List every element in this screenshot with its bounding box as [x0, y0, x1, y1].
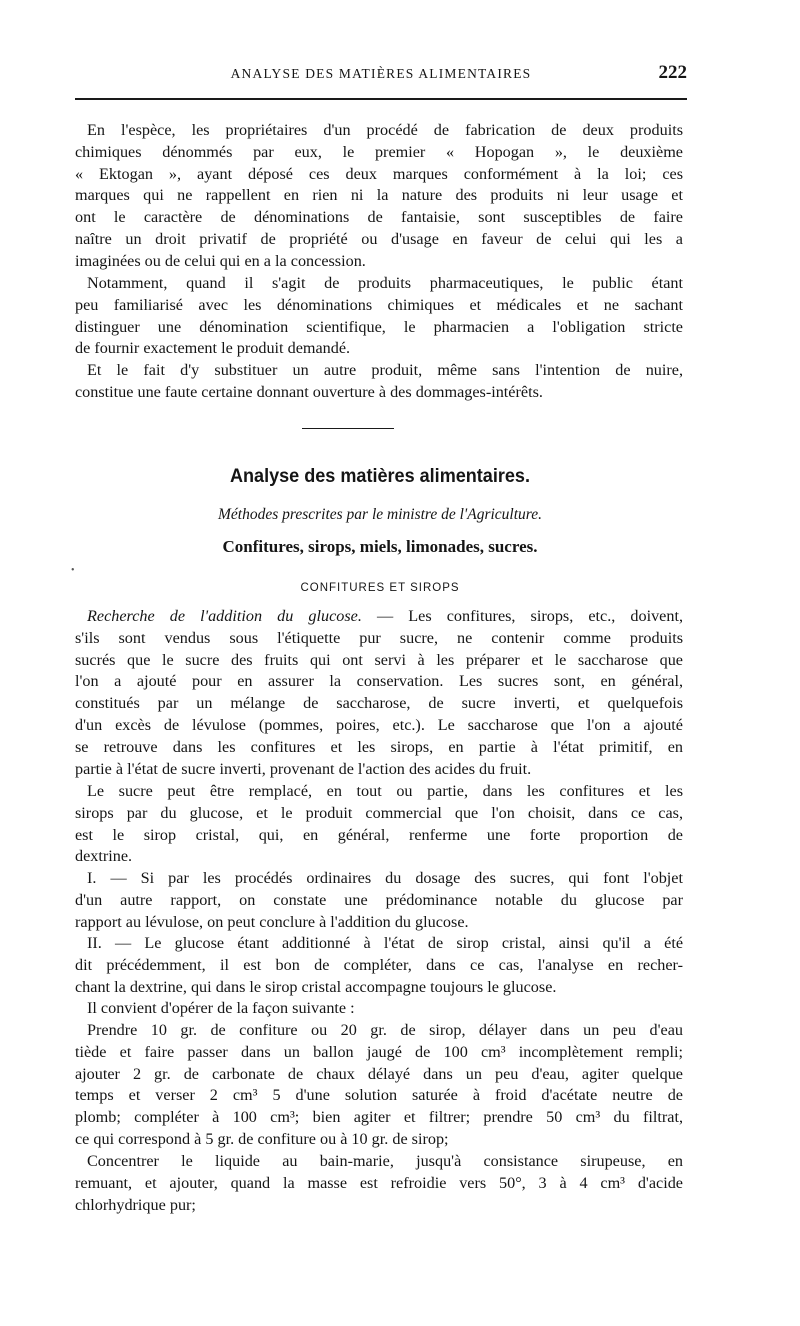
text-line: ont le caractère de dénominations de fantaisie, sont susceptibles de faire — [75, 208, 683, 227]
text-line: sirops par du glucose, et le produit commercial que l'on choisit, dans ce cas, — [75, 803, 683, 822]
text-line: peu familiarisé avec les dénominations chimiques et médicales et ne sachant — [75, 295, 683, 314]
text-line: d'un excès de lévulose (pommes, poires, etc.). Le saccharose que l'on a ajouté — [75, 715, 683, 734]
text-line: constitue une faute certaine donnant ouverture à des dommages-intérêts. — [75, 382, 543, 401]
text-line: Prendre 10 gr. de confiture ou 20 gr. de sirop, délayer dans un peu d'eau — [87, 1021, 683, 1039]
text-line: tiède et faire passer dans un ballon jaugé de 100 cm³ incomplètement rempli; — [75, 1042, 683, 1061]
text-line: naître un droit privatif de propriété ou d'usage en faveur de celui qui les a — [75, 229, 683, 248]
paragraph-method-one — [75, 868, 683, 933]
section-title: Analyse des matières alimentaires. — [229, 466, 530, 487]
text-line — [75, 606, 683, 628]
text-line: s'ils sont vendus sous l'étiquette pur sucre, ne contenir comme produits — [75, 628, 683, 647]
text-line: chlorhydrique pur; — [75, 1195, 196, 1214]
paragraph-sugar-replacement — [75, 781, 683, 868]
section-subtitle: Méthodes prescrites par le ministre de l'Agriculture. — [217, 506, 543, 523]
run-in-heading: Recherche de l'addition du glucose. — [87, 607, 362, 625]
text-line: remuant, et ajouter, quand la masse est refroidie vers 50°, 3 à 4 cm³ d'acide — [75, 1173, 683, 1192]
subsection-heading: CONFITURES ET SIROPS — [300, 582, 460, 594]
header-rule — [75, 98, 687, 100]
text-line: d'un autre rapport, on constate une prédominance notable du glucose par — [75, 890, 683, 909]
text-line: chant la dextrine, qui dans le sirop cristal accompagne toujours le glucose. — [75, 977, 557, 996]
paragraph-procedure-intro — [75, 998, 683, 1020]
text-line: « Ektogan », ayant déposé ces deux marques conformément à la loi; ces — [75, 164, 683, 183]
text-line: Et le fait d'y substituer un autre produit, même sans l'intention de nuire, — [87, 361, 683, 379]
text-line: I. — Si par les procédés ordinaires du dosage des sucres, qui font l'objet — [87, 869, 683, 887]
text-line: temps et verser 2 cm³ 5 d'une solution saturée à froid d'acétate neutre de — [75, 1086, 683, 1105]
text-line: rapport au lévulose, on peut conclure à l'addition du glucose. — [75, 912, 469, 931]
text-line: est le sirop cristal, qui, en général, renferme une forte proportion de — [75, 825, 683, 844]
text-line: distinguer une dénomination scientifique, le pharmacien a l'obligation stricte — [75, 317, 683, 336]
text-line: l'on a ajouté pour en assurer la conservation. Les sucres sont, en général, — [75, 672, 683, 691]
text-line: constitués par un mélange de saccharose, de sucre inverti, et quelquefois — [75, 694, 683, 713]
paragraph-method-two — [75, 933, 683, 998]
text-line: En l'espèce, les propriétaires d'un procédé de fabrication de deux produits — [87, 121, 683, 139]
text-line: chimiques dénommés par eux, le premier « Hopogan », le deuxième — [75, 142, 683, 161]
paragraph-trademarks — [75, 120, 683, 273]
paragraph-glucose-search — [75, 606, 683, 780]
text-run: — Les confitures, sirops, etc., doivent, — [361, 607, 683, 625]
paragraph-procedure-steps — [75, 1020, 683, 1151]
margin-mark: • — [71, 565, 75, 576]
text-line: dit précédemment, il est bon de compléter, dans ce cas, l'analyse en recher- — [75, 955, 683, 974]
text-line: partie à l'état de sucre inverti, provenant de l'action des acides du fruit. — [75, 759, 532, 778]
paragraph-concentration — [75, 1151, 683, 1216]
paragraph-substitution — [75, 360, 683, 404]
text-line: se retrouve dans les confitures et les sirops, en partie à l'état primitif, en — [75, 737, 683, 756]
section-subtitle-products: Confitures, sirops, miels, limonades, sucres. — [222, 537, 538, 556]
text-line: imaginées ou de celui qui en a la concession. — [75, 251, 366, 270]
text-line: II. — Le glucose étant additionné à l'état de sirop cristal, ainsi qu'il a été — [87, 934, 683, 952]
text-line: Il convient d'opérer de la façon suivante : — [87, 999, 355, 1017]
text-line: plomb; compléter à 100 cm³; bien agiter et filtrer; prendre 50 cm³ du filtrat, — [75, 1108, 683, 1127]
text-line: Notamment, quand il s'agit de produits pharmaceutiques, le public étant — [87, 274, 683, 292]
text-line: Le sucre peut être remplacé, en tout ou partie, dans les confitures et les — [87, 782, 683, 800]
section-separator — [302, 428, 394, 429]
text-line: marques qui ne rappellent en rien ni la nature des produits ni leur usage et — [75, 186, 683, 205]
text-line: de fournir exactement le produit demandé. — [75, 339, 351, 358]
text-line: dextrine. — [75, 847, 133, 866]
text-line: sucrés que le sucre des fruits qui ont servi à les préparer et le saccharose que — [75, 650, 683, 669]
running-title: ANALYSE DES MATIÈRES ALIMENTAIRES — [230, 66, 532, 81]
page-number: 222 — [658, 62, 687, 83]
running-head — [75, 62, 687, 90]
paragraph-pharmaceutical — [75, 273, 683, 360]
text-line: ajouter 2 gr. de carbonate de chaux délayé dans un peu d'eau, agiter quelque — [75, 1064, 683, 1083]
text-line: Concentrer le liquide au bain-marie, jusqu'à consistance sirupeuse, en — [87, 1152, 683, 1170]
text-line: ce qui correspond à 5 gr. de confiture ou à 10 gr. de sirop; — [75, 1129, 449, 1148]
